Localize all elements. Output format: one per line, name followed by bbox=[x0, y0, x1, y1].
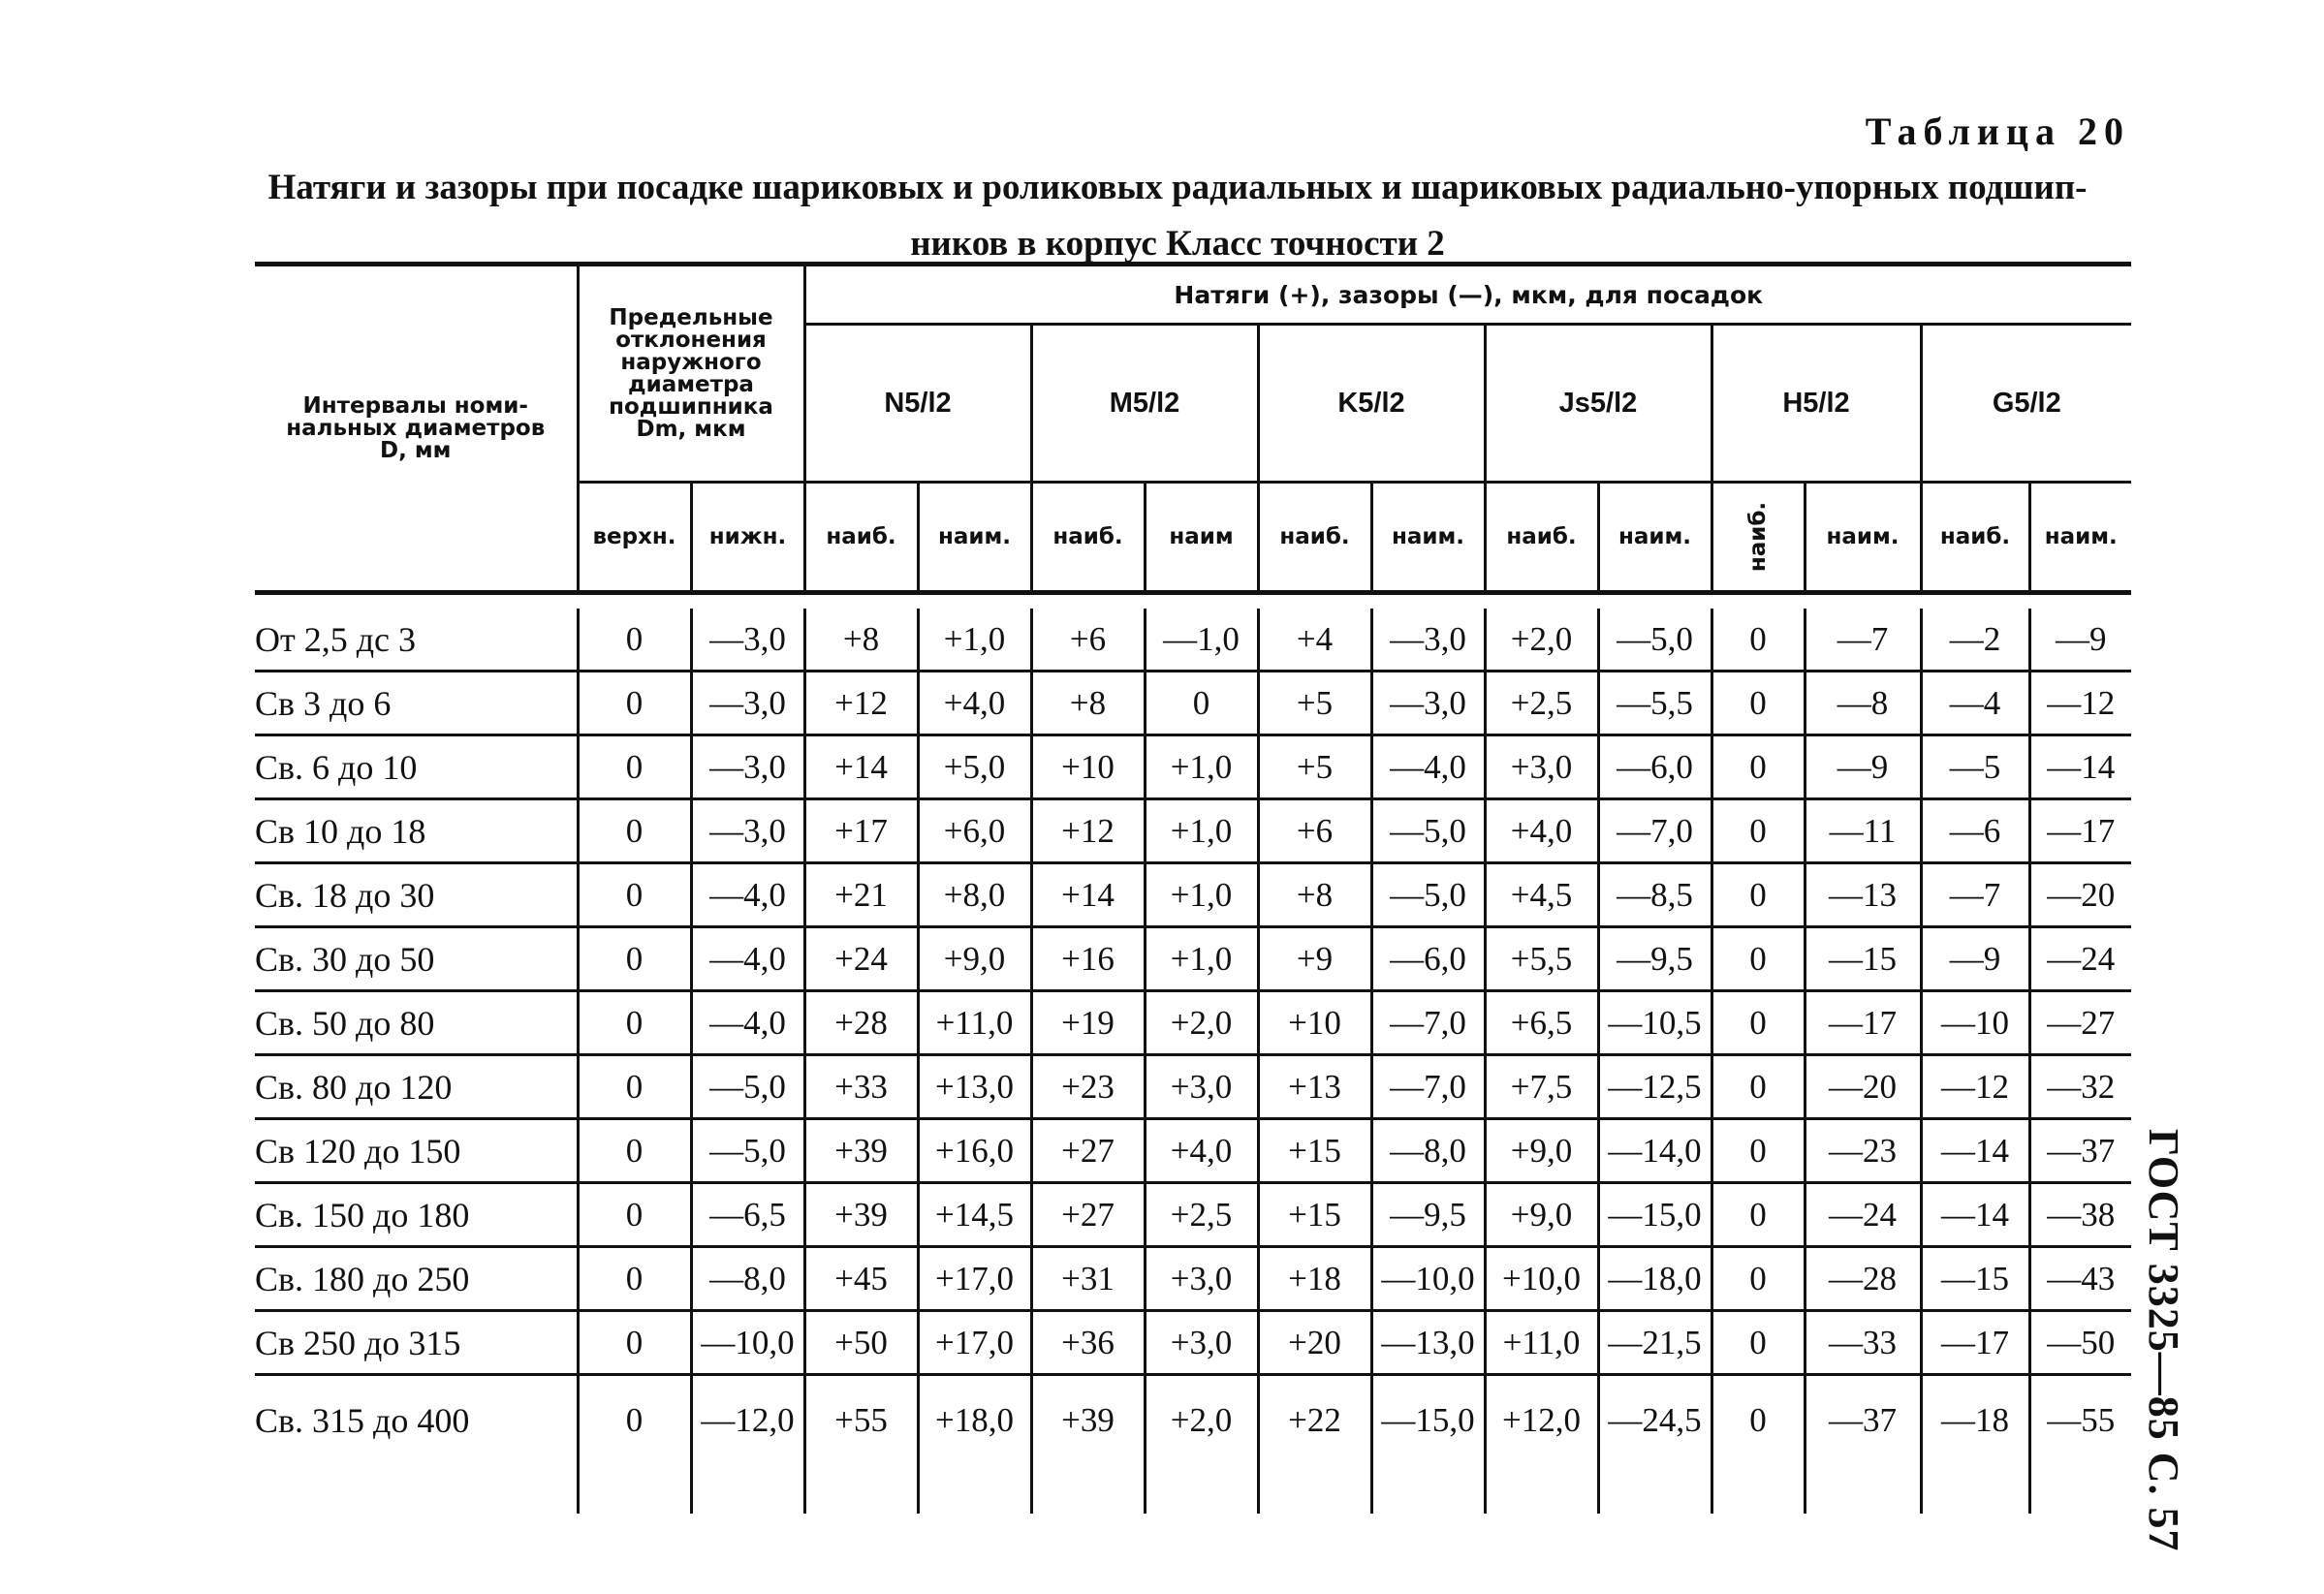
m5-min-cell: +3,0 bbox=[1145, 1311, 1258, 1375]
title-line-2: ников в корпус Класс точности 2 bbox=[910, 224, 1445, 264]
g5-min-cell: —32 bbox=[2029, 1055, 2131, 1119]
g5-min-cell: —55 bbox=[2029, 1375, 2131, 1466]
n5-max-cell: +24 bbox=[804, 927, 918, 991]
n5-min-cell: +9,0 bbox=[918, 927, 1031, 991]
upper-deviation-cell: 0 bbox=[578, 672, 691, 735]
m5-max-cell: +23 bbox=[1031, 1055, 1145, 1119]
interval-cell: Св. 50 до 80 bbox=[255, 991, 578, 1055]
h5-max-cell: 0 bbox=[1712, 863, 1805, 927]
lower-deviation-cell: —4,0 bbox=[691, 991, 804, 1055]
js5-min-cell: —15,0 bbox=[1598, 1183, 1712, 1247]
min-header: наим. bbox=[2029, 483, 2131, 593]
lower-deviation-cell: —5,0 bbox=[691, 1119, 804, 1183]
n5-max-cell: +39 bbox=[804, 1119, 918, 1183]
n5-min-cell: +11,0 bbox=[918, 991, 1031, 1055]
h5-min-cell: —13 bbox=[1805, 863, 1921, 927]
h5-min-cell: —28 bbox=[1805, 1247, 1921, 1311]
interval-cell: Св. 180 до 250 bbox=[255, 1247, 578, 1311]
h5-max-cell: 0 bbox=[1712, 1119, 1805, 1183]
m5-min-cell: +3,0 bbox=[1145, 1055, 1258, 1119]
k5-max-cell: +8 bbox=[1258, 863, 1371, 927]
lower-deviation-cell: —6,5 bbox=[691, 1183, 804, 1247]
h5-min-cell: —11 bbox=[1805, 799, 1921, 863]
fits-header: Натяги (+), зазоры (—), мкм, для посадок bbox=[804, 265, 2131, 325]
k5-min-cell: —9,5 bbox=[1371, 1183, 1485, 1247]
m5-max-cell: +39 bbox=[1031, 1375, 1145, 1466]
js5-max-cell: +3,0 bbox=[1485, 735, 1598, 799]
h5-min-cell: —23 bbox=[1805, 1119, 1921, 1183]
k5-min-cell: —7,0 bbox=[1371, 991, 1485, 1055]
m5-min-cell: +2,5 bbox=[1145, 1183, 1258, 1247]
h5-max-cell: 0 bbox=[1712, 735, 1805, 799]
tail-cell bbox=[1712, 1465, 1805, 1514]
n5-min-cell: +4,0 bbox=[918, 672, 1031, 735]
g5-min-cell: —12 bbox=[2029, 672, 2131, 735]
n5-min-cell: +13,0 bbox=[918, 1055, 1031, 1119]
g5-min-cell: —50 bbox=[2029, 1311, 2131, 1375]
m5-min-cell: +4,0 bbox=[1145, 1119, 1258, 1183]
table-row bbox=[255, 927, 2131, 991]
interval-cell: Св. 80 до 120 bbox=[255, 1055, 578, 1119]
k5-min-cell: —4,0 bbox=[1371, 735, 1485, 799]
h5-max-cell: 0 bbox=[1712, 1055, 1805, 1119]
m5-max-cell: +12 bbox=[1031, 799, 1145, 863]
g5-max-cell: —14 bbox=[1921, 1183, 2029, 1247]
table-row bbox=[255, 1119, 2131, 1183]
m5-min-cell: +2,0 bbox=[1145, 991, 1258, 1055]
k5-max-cell: +15 bbox=[1258, 1119, 1371, 1183]
js5-max-cell: +5,5 bbox=[1485, 927, 1598, 991]
m5-max-cell: +10 bbox=[1031, 735, 1145, 799]
k5-max-cell: +6 bbox=[1258, 799, 1371, 863]
deviations-header: Предельные отклонения наружного диаметра подшипника Dm, мкм bbox=[578, 265, 804, 483]
tail-cell bbox=[1805, 1465, 1921, 1514]
n5-min-cell: +5,0 bbox=[918, 735, 1031, 799]
tail-cell bbox=[918, 1465, 1031, 1514]
g5-min-cell: —20 bbox=[2029, 863, 2131, 927]
tail-cell bbox=[578, 1465, 691, 1514]
m5-min-cell: +1,0 bbox=[1145, 927, 1258, 991]
g5-max-cell: —2 bbox=[1921, 609, 2029, 672]
n5-min-cell: +17,0 bbox=[918, 1247, 1031, 1311]
k5-min-cell: —3,0 bbox=[1371, 609, 1485, 672]
js5-max-cell: +2,0 bbox=[1485, 609, 1598, 672]
fit-h5: H5/l2 bbox=[1712, 325, 1921, 483]
k5-min-cell: —10,0 bbox=[1371, 1247, 1485, 1311]
m5-min-cell: +1,0 bbox=[1145, 735, 1258, 799]
h5-max-cell: 0 bbox=[1712, 1375, 1805, 1466]
h5-min-cell: —7 bbox=[1805, 609, 1921, 672]
tail-cell bbox=[255, 1465, 578, 1514]
table-row bbox=[255, 991, 2131, 1055]
table-row bbox=[255, 863, 2131, 927]
js5-max-cell: +4,5 bbox=[1485, 863, 1598, 927]
n5-max-cell: +55 bbox=[804, 1375, 918, 1466]
n5-min-cell: +16,0 bbox=[918, 1119, 1031, 1183]
js5-max-cell: +9,0 bbox=[1485, 1119, 1598, 1183]
min-header: наим bbox=[1145, 483, 1258, 593]
max-header: наиб. bbox=[1258, 483, 1371, 593]
min-header: наим. bbox=[1598, 483, 1712, 593]
k5-max-cell: +20 bbox=[1258, 1311, 1371, 1375]
lower-deviation-cell: —3,0 bbox=[691, 735, 804, 799]
js5-min-cell: —6,0 bbox=[1598, 735, 1712, 799]
fit-g5: G5/l2 bbox=[1921, 325, 2131, 483]
fit-k5: K5/l2 bbox=[1258, 325, 1485, 483]
tail-cell bbox=[2029, 1465, 2131, 1514]
interval-cell: От 2,5 дс 3 bbox=[255, 609, 578, 672]
upper-deviation-cell: 0 bbox=[578, 799, 691, 863]
n5-min-cell: +17,0 bbox=[918, 1311, 1031, 1375]
n5-min-cell: +6,0 bbox=[918, 799, 1031, 863]
n5-max-cell: +8 bbox=[804, 609, 918, 672]
h5-min-cell: —24 bbox=[1805, 1183, 1921, 1247]
g5-max-cell: —10 bbox=[1921, 991, 2029, 1055]
upper-header: верхн. bbox=[578, 483, 691, 593]
m5-max-cell: +31 bbox=[1031, 1247, 1145, 1311]
m5-min-cell: +2,0 bbox=[1145, 1375, 1258, 1466]
tail-cell bbox=[691, 1465, 804, 1514]
max-header bbox=[1712, 483, 1805, 593]
g5-max-cell: —6 bbox=[1921, 799, 2029, 863]
m5-min-cell: —1,0 bbox=[1145, 609, 1258, 672]
table-row bbox=[255, 1183, 2131, 1247]
n5-max-cell: +28 bbox=[804, 991, 918, 1055]
max-header: наиб. bbox=[1921, 483, 2029, 593]
lower-deviation-cell: —5,0 bbox=[691, 1055, 804, 1119]
upper-deviation-cell: 0 bbox=[578, 1311, 691, 1375]
k5-min-cell: —15,0 bbox=[1371, 1375, 1485, 1466]
tail-cell bbox=[1485, 1465, 1598, 1514]
n5-max-cell: +17 bbox=[804, 799, 918, 863]
interval-cell: Св. 6 до 10 bbox=[255, 735, 578, 799]
lower-deviation-cell: —8,0 bbox=[691, 1247, 804, 1311]
tail-cell bbox=[1031, 1465, 1145, 1514]
lower-deviation-cell: —3,0 bbox=[691, 609, 804, 672]
interval-cell: Св. 150 до 180 bbox=[255, 1183, 578, 1247]
interval-cell: Св 3 до 6 bbox=[255, 672, 578, 735]
interval-cell: Св. 30 до 50 bbox=[255, 927, 578, 991]
tail-cell bbox=[1145, 1465, 1258, 1514]
m5-min-cell: +1,0 bbox=[1145, 863, 1258, 927]
n5-min-cell: +18,0 bbox=[918, 1375, 1031, 1466]
lower-deviation-cell: —4,0 bbox=[691, 927, 804, 991]
h5-max-cell: 0 bbox=[1712, 991, 1805, 1055]
js5-min-cell: —5,5 bbox=[1598, 672, 1712, 735]
m5-max-cell: +19 bbox=[1031, 991, 1145, 1055]
min-header: наим. bbox=[918, 483, 1031, 593]
g5-min-cell: —9 bbox=[2029, 609, 2131, 672]
title-line-1: Натяги и зазоры при посадке шариковых и роликовых радиальных и шариковых радиально-упорных подшип- bbox=[267, 168, 2088, 207]
interval-cell: Св. 315 до 400 bbox=[255, 1401, 470, 1440]
h5-max-cell: 0 bbox=[1712, 609, 1805, 672]
k5-max-cell: +9 bbox=[1258, 927, 1371, 991]
lower-header: нижн. bbox=[691, 483, 804, 593]
interval-cell: Св. 18 до 30 bbox=[255, 863, 578, 927]
table-number: Таблица 20 bbox=[1865, 109, 2130, 153]
table-title bbox=[247, 160, 2108, 272]
m5-max-cell: +27 bbox=[1031, 1119, 1145, 1183]
g5-min-cell: —43 bbox=[2029, 1247, 2131, 1311]
js5-max-cell: +12,0 bbox=[1485, 1375, 1598, 1466]
h5-max-cell: 0 bbox=[1712, 799, 1805, 863]
n5-min-cell: +14,5 bbox=[918, 1183, 1031, 1247]
interval-cell: Св 250 до 315 bbox=[255, 1311, 578, 1375]
h5-max-cell: 0 bbox=[1712, 927, 1805, 991]
m5-min-cell: +1,0 bbox=[1145, 799, 1258, 863]
g5-max-cell: —12 bbox=[1921, 1055, 2029, 1119]
m5-max-cell: +6 bbox=[1031, 609, 1145, 672]
max-header: наиб. bbox=[1031, 483, 1145, 593]
g5-max-cell: —9 bbox=[1921, 927, 2029, 991]
upper-deviation-cell: 0 bbox=[578, 609, 691, 672]
h5-min-cell: —33 bbox=[1805, 1311, 1921, 1375]
js5-min-cell: —18,0 bbox=[1598, 1247, 1712, 1311]
h5-min-cell: —37 bbox=[1805, 1375, 1921, 1466]
g5-max-cell: —5 bbox=[1921, 735, 2029, 799]
js5-min-cell: —9,5 bbox=[1598, 927, 1712, 991]
lower-deviation-cell: —3,0 bbox=[691, 672, 804, 735]
upper-deviation-cell: 0 bbox=[578, 991, 691, 1055]
table-row bbox=[255, 799, 2131, 863]
m5-max-cell: +16 bbox=[1031, 927, 1145, 991]
js5-max-cell: +10,0 bbox=[1485, 1247, 1598, 1311]
upper-deviation-cell: 0 bbox=[578, 863, 691, 927]
g5-max-cell: —17 bbox=[1921, 1311, 2029, 1375]
k5-max-cell: +10 bbox=[1258, 991, 1371, 1055]
n5-max-cell: +50 bbox=[804, 1311, 918, 1375]
g5-min-cell: —17 bbox=[2029, 799, 2131, 863]
table-tail bbox=[255, 1465, 2131, 1514]
k5-min-cell: —5,0 bbox=[1371, 799, 1485, 863]
m5-min-cell: 0 bbox=[1145, 672, 1258, 735]
lower-deviation-cell: —3,0 bbox=[691, 799, 804, 863]
n5-max-cell: +45 bbox=[804, 1247, 918, 1311]
interval-cell: Св 10 до 18 bbox=[255, 799, 578, 863]
k5-min-cell: —13,0 bbox=[1371, 1311, 1485, 1375]
k5-max-cell: +4 bbox=[1258, 609, 1371, 672]
js5-min-cell: —7,0 bbox=[1598, 799, 1712, 863]
n5-max-cell: +39 bbox=[804, 1183, 918, 1247]
n5-min-cell: +8,0 bbox=[918, 863, 1031, 927]
m5-min-cell: +3,0 bbox=[1145, 1247, 1258, 1311]
h5-min-cell: —20 bbox=[1805, 1055, 1921, 1119]
min-header: наим. bbox=[1371, 483, 1485, 593]
js5-max-cell: +11,0 bbox=[1485, 1311, 1598, 1375]
upper-deviation-cell: 0 bbox=[578, 1375, 691, 1466]
upper-deviation-cell: 0 bbox=[578, 1247, 691, 1311]
h5-min-cell: —9 bbox=[1805, 735, 1921, 799]
tail-cell bbox=[1598, 1465, 1712, 1514]
h5-max-cell: 0 bbox=[1712, 672, 1805, 735]
n5-min-cell: +1,0 bbox=[918, 609, 1031, 672]
upper-deviation-cell: 0 bbox=[578, 1119, 691, 1183]
k5-min-cell: —8,0 bbox=[1371, 1119, 1485, 1183]
n5-max-cell: +12 bbox=[804, 672, 918, 735]
js5-min-cell: —10,5 bbox=[1598, 991, 1712, 1055]
upper-deviation-cell: 0 bbox=[578, 927, 691, 991]
js5-max-cell: +2,5 bbox=[1485, 672, 1598, 735]
interval-cell: Св 120 до 150 bbox=[255, 1119, 578, 1183]
js5-min-cell: —24,5 bbox=[1598, 1375, 1712, 1466]
js5-min-cell: —12,5 bbox=[1598, 1055, 1712, 1119]
lower-deviation-cell: —12,0 bbox=[691, 1375, 804, 1466]
fit-m5: M5/l2 bbox=[1031, 325, 1258, 483]
lower-deviation-cell: —4,0 bbox=[691, 863, 804, 927]
k5-max-cell: +15 bbox=[1258, 1183, 1371, 1247]
m5-max-cell: +14 bbox=[1031, 863, 1145, 927]
table-row bbox=[255, 1247, 2131, 1311]
g5-max-cell: —4 bbox=[1921, 672, 2029, 735]
h5-max-cell: 0 bbox=[1712, 1183, 1805, 1247]
js5-min-cell: —21,5 bbox=[1598, 1311, 1712, 1375]
g5-min-cell: —38 bbox=[2029, 1183, 2131, 1247]
m5-max-cell: +27 bbox=[1031, 1183, 1145, 1247]
k5-min-cell: —6,0 bbox=[1371, 927, 1485, 991]
g5-min-cell: —37 bbox=[2029, 1119, 2131, 1183]
g5-max-cell: —15 bbox=[1921, 1247, 2029, 1311]
k5-max-cell: +22 bbox=[1258, 1375, 1371, 1466]
n5-max-cell: +14 bbox=[804, 735, 918, 799]
k5-max-cell: +18 bbox=[1258, 1247, 1371, 1311]
table-row bbox=[255, 1311, 2131, 1375]
fits-table bbox=[255, 262, 2131, 1514]
table-row bbox=[255, 1055, 2131, 1119]
n5-max-cell: +33 bbox=[804, 1055, 918, 1119]
js5-max-cell: +9,0 bbox=[1485, 1183, 1598, 1247]
js5-max-cell: +7,5 bbox=[1485, 1055, 1598, 1119]
js5-min-cell: —5,0 bbox=[1598, 609, 1712, 672]
tail-cell bbox=[804, 1465, 918, 1514]
min-header: наим. bbox=[1805, 483, 1921, 593]
fit-n5: N5/l2 bbox=[804, 325, 1031, 483]
h5-min-cell: —15 bbox=[1805, 927, 1921, 991]
k5-min-cell: —7,0 bbox=[1371, 1055, 1485, 1119]
table-row bbox=[255, 1375, 2131, 1466]
table-row bbox=[255, 735, 2131, 799]
table-row bbox=[255, 609, 2131, 672]
upper-deviation-cell: 0 bbox=[578, 1183, 691, 1247]
k5-max-cell: +5 bbox=[1258, 735, 1371, 799]
k5-min-cell: —5,0 bbox=[1371, 863, 1485, 927]
g5-min-cell: —27 bbox=[2029, 991, 2131, 1055]
lower-deviation-cell: —10,0 bbox=[691, 1311, 804, 1375]
tail-cell bbox=[1258, 1465, 1371, 1514]
g5-min-cell: —14 bbox=[2029, 735, 2131, 799]
standard-reference: ГОСТ 3325—85 С. 57 bbox=[2140, 1129, 2187, 1552]
table-row bbox=[255, 672, 2131, 735]
k5-max-cell: +5 bbox=[1258, 672, 1371, 735]
g5-max-cell: —7 bbox=[1921, 863, 2029, 927]
g5-max-cell: —18 bbox=[1921, 1375, 2029, 1466]
table-body bbox=[255, 593, 2131, 1515]
k5-min-cell: —3,0 bbox=[1371, 672, 1485, 735]
max-header: наиб. bbox=[1485, 483, 1598, 593]
m5-max-cell: +8 bbox=[1031, 672, 1145, 735]
h5-min-cell: —8 bbox=[1805, 672, 1921, 735]
js5-max-cell: +6,5 bbox=[1485, 991, 1598, 1055]
fit-js5: Js5/l2 bbox=[1485, 325, 1712, 483]
g5-max-cell: —14 bbox=[1921, 1119, 2029, 1183]
tail-cell bbox=[1921, 1465, 2029, 1514]
h5-max-cell: 0 bbox=[1712, 1247, 1805, 1311]
n5-max-cell: +21 bbox=[804, 863, 918, 927]
js5-min-cell: —8,5 bbox=[1598, 863, 1712, 927]
js5-max-cell: +4,0 bbox=[1485, 799, 1598, 863]
tail-cell bbox=[1371, 1465, 1485, 1514]
h5-max-cell: 0 bbox=[1712, 1311, 1805, 1375]
m5-max-cell: +36 bbox=[1031, 1311, 1145, 1375]
upper-deviation-cell: 0 bbox=[578, 1055, 691, 1119]
js5-min-cell: —14,0 bbox=[1598, 1119, 1712, 1183]
intervals-header: Интервалы номи-нальных диаметров D, мм bbox=[255, 265, 578, 593]
k5-max-cell: +13 bbox=[1258, 1055, 1371, 1119]
max-header: наиб. bbox=[804, 483, 918, 593]
upper-deviation-cell: 0 bbox=[578, 735, 691, 799]
h5-min-cell: —17 bbox=[1805, 991, 1921, 1055]
max-header-vertical: наиб. bbox=[1744, 501, 1771, 573]
g5-min-cell: —24 bbox=[2029, 927, 2131, 991]
